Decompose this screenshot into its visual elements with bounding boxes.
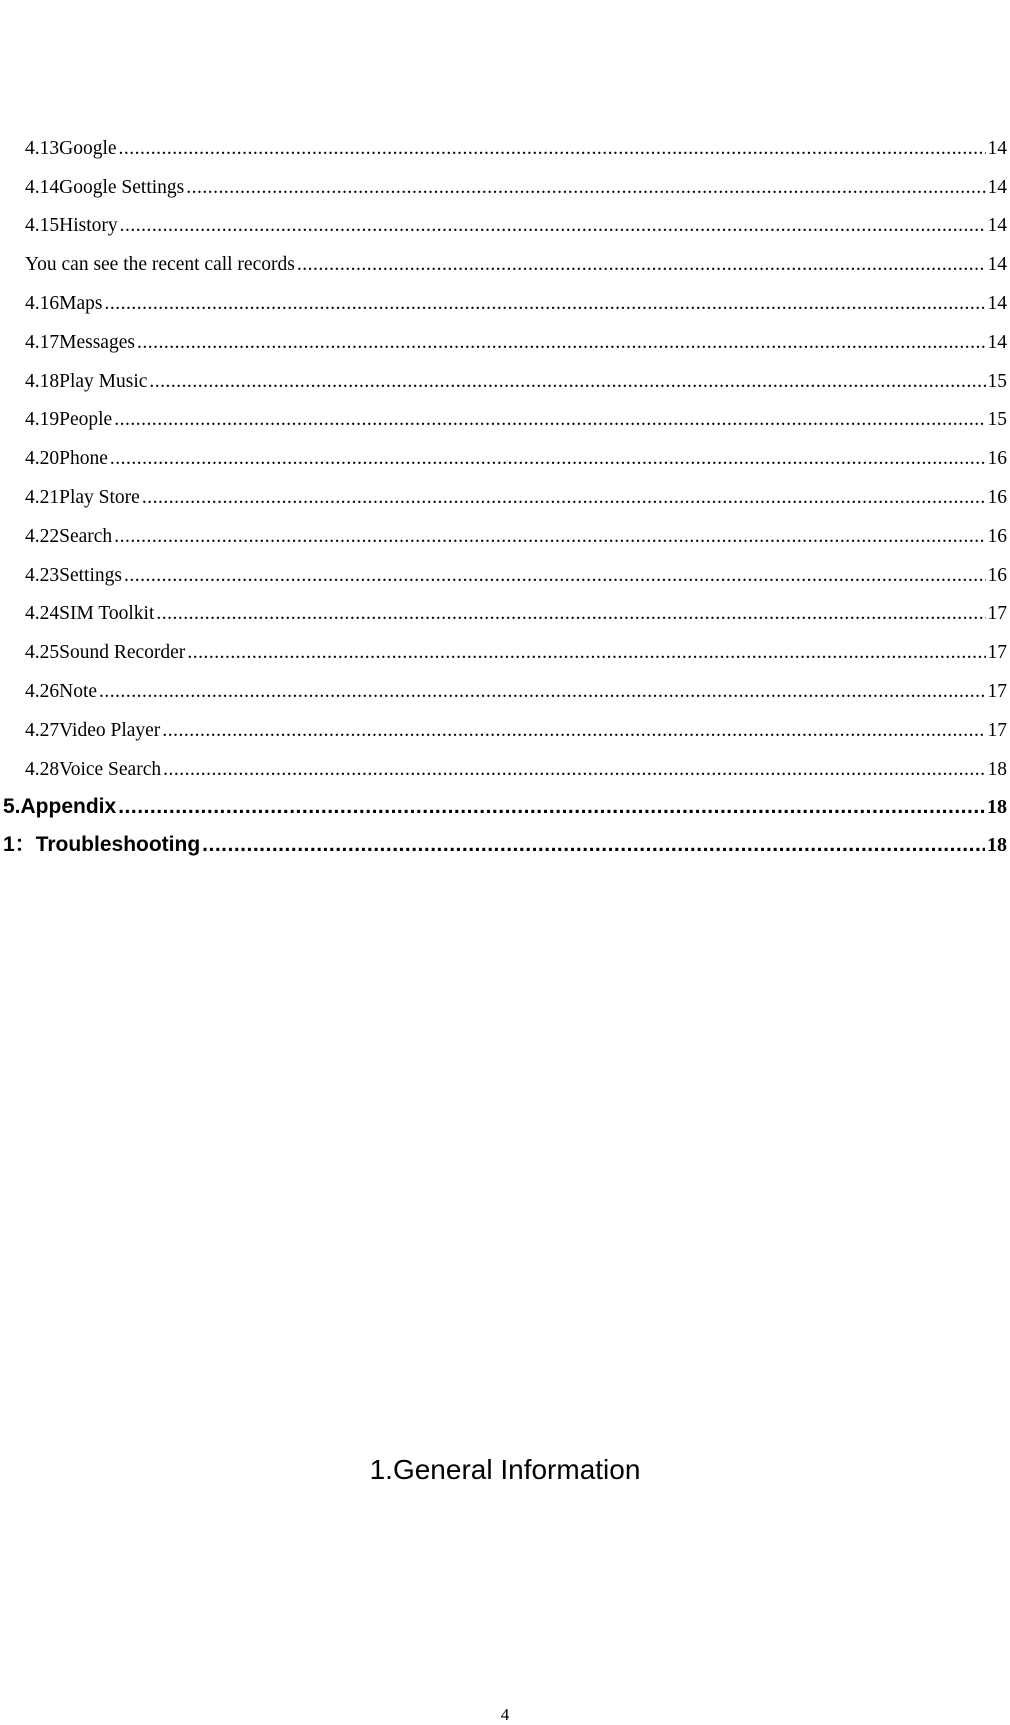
toc-entry-page: 14: [987, 331, 1007, 353]
toc-entry-page: 15: [987, 370, 1007, 392]
toc-entry-label: 4.24SIM Toolkit: [25, 603, 155, 625]
toc-entry-label: 4.17Messages: [25, 331, 135, 353]
toc-leader-dots: [187, 642, 985, 664]
toc-leader-dots: [118, 795, 985, 819]
toc-entry[interactable]: [0, 121, 1010, 160]
toc-entry[interactable]: [0, 548, 1010, 587]
toc-entry[interactable]: [0, 199, 1010, 238]
toc-entry-page: 14: [987, 176, 1007, 198]
toc-entry-main[interactable]: [0, 819, 1010, 858]
toc-entry[interactable]: [0, 431, 1010, 470]
toc-entry[interactable]: [0, 160, 1010, 199]
toc-leader-dots: [202, 833, 985, 857]
toc-entry-label: 5.Appendix: [3, 795, 117, 819]
toc-entry-page: 15: [987, 409, 1007, 431]
toc-entry[interactable]: [0, 664, 1010, 703]
toc-leader-dots: [124, 565, 986, 587]
toc-leader-dots: [186, 177, 985, 199]
toc-entry[interactable]: [0, 276, 1010, 315]
toc-entry-page: 16: [987, 525, 1007, 547]
toc-entry-label: 4.14Google Settings: [25, 176, 185, 198]
toc-entry-page: 16: [987, 486, 1007, 508]
toc-entry-page: 16: [987, 448, 1007, 470]
toc-entry-main[interactable]: [0, 781, 1010, 820]
toc-leader-dots: [104, 293, 985, 315]
toc-entry-label: 4.19People: [25, 409, 113, 431]
toc-entry[interactable]: [0, 315, 1010, 354]
toc-entry-label: 4.13Google: [25, 137, 117, 159]
toc-leader-dots: [120, 215, 986, 237]
toc-entry-page: 17: [987, 680, 1007, 702]
toc-entry[interactable]: [0, 354, 1010, 393]
toc-entry-label: 4.26Note: [25, 680, 98, 702]
toc-entry-page: 17: [987, 642, 1007, 664]
toc-entry-page: 17: [987, 603, 1007, 625]
toc-entry-label: You can see the recent call records: [25, 254, 295, 276]
table-of-contents: [0, 121, 1010, 858]
toc-entry-page: 14: [987, 254, 1007, 276]
toc-leader-dots: [119, 138, 986, 160]
toc-entry-label: 4.16Maps: [25, 292, 103, 314]
toc-leader-dots: [110, 448, 986, 470]
toc-entry[interactable]: [0, 237, 1010, 276]
toc-entry-page: 17: [987, 719, 1007, 741]
toc-leader-dots: [137, 332, 986, 354]
toc-entry-page: 18: [987, 834, 1007, 857]
page-number: 4: [500, 1705, 510, 1724]
toc-entry-label: 4.27Video Player: [25, 719, 161, 741]
toc-entry[interactable]: [0, 742, 1010, 781]
toc-entry-label: 4.15History: [25, 215, 118, 237]
toc-entry-page: 14: [987, 215, 1007, 237]
toc-leader-dots: [114, 409, 985, 431]
toc-entry-label: 4.21Play Store: [25, 486, 140, 508]
toc-leader-dots: [149, 371, 985, 393]
toc-entry[interactable]: [0, 393, 1010, 432]
section-heading: 1.General Information: [369, 1454, 641, 1485]
toc-entry-page: 18: [987, 796, 1007, 819]
toc-entry[interactable]: [0, 470, 1010, 509]
toc-entry-label: 4.22Search: [25, 525, 113, 547]
toc-leader-dots: [156, 603, 985, 625]
toc-entry-label: 4.20Phone: [25, 448, 108, 470]
toc-entry-label: 4.18Play Music: [25, 370, 148, 392]
toc-entry-page: 18: [987, 758, 1007, 780]
toc-leader-dots: [162, 720, 985, 742]
toc-leader-dots: [114, 526, 985, 548]
toc-entry-page: 14: [987, 292, 1007, 314]
toc-leader-dots: [99, 681, 985, 703]
toc-entry[interactable]: [0, 509, 1010, 548]
toc-entry-page: 14: [987, 137, 1007, 159]
toc-leader-dots: [297, 254, 986, 276]
toc-entry[interactable]: [0, 625, 1010, 664]
toc-entry-label: 4.25Sound Recorder: [25, 642, 186, 664]
toc-entry-label: 1：Troubleshooting: [3, 833, 201, 857]
toc-entry-label: 4.23Settings: [25, 564, 122, 586]
toc-entry[interactable]: [0, 703, 1010, 742]
toc-entry-label: 4.28Voice Search: [25, 758, 162, 780]
toc-leader-dots: [142, 487, 986, 509]
toc-entry[interactable]: [0, 587, 1010, 626]
toc-leader-dots: [163, 759, 985, 781]
toc-entry-page: 16: [987, 564, 1007, 586]
